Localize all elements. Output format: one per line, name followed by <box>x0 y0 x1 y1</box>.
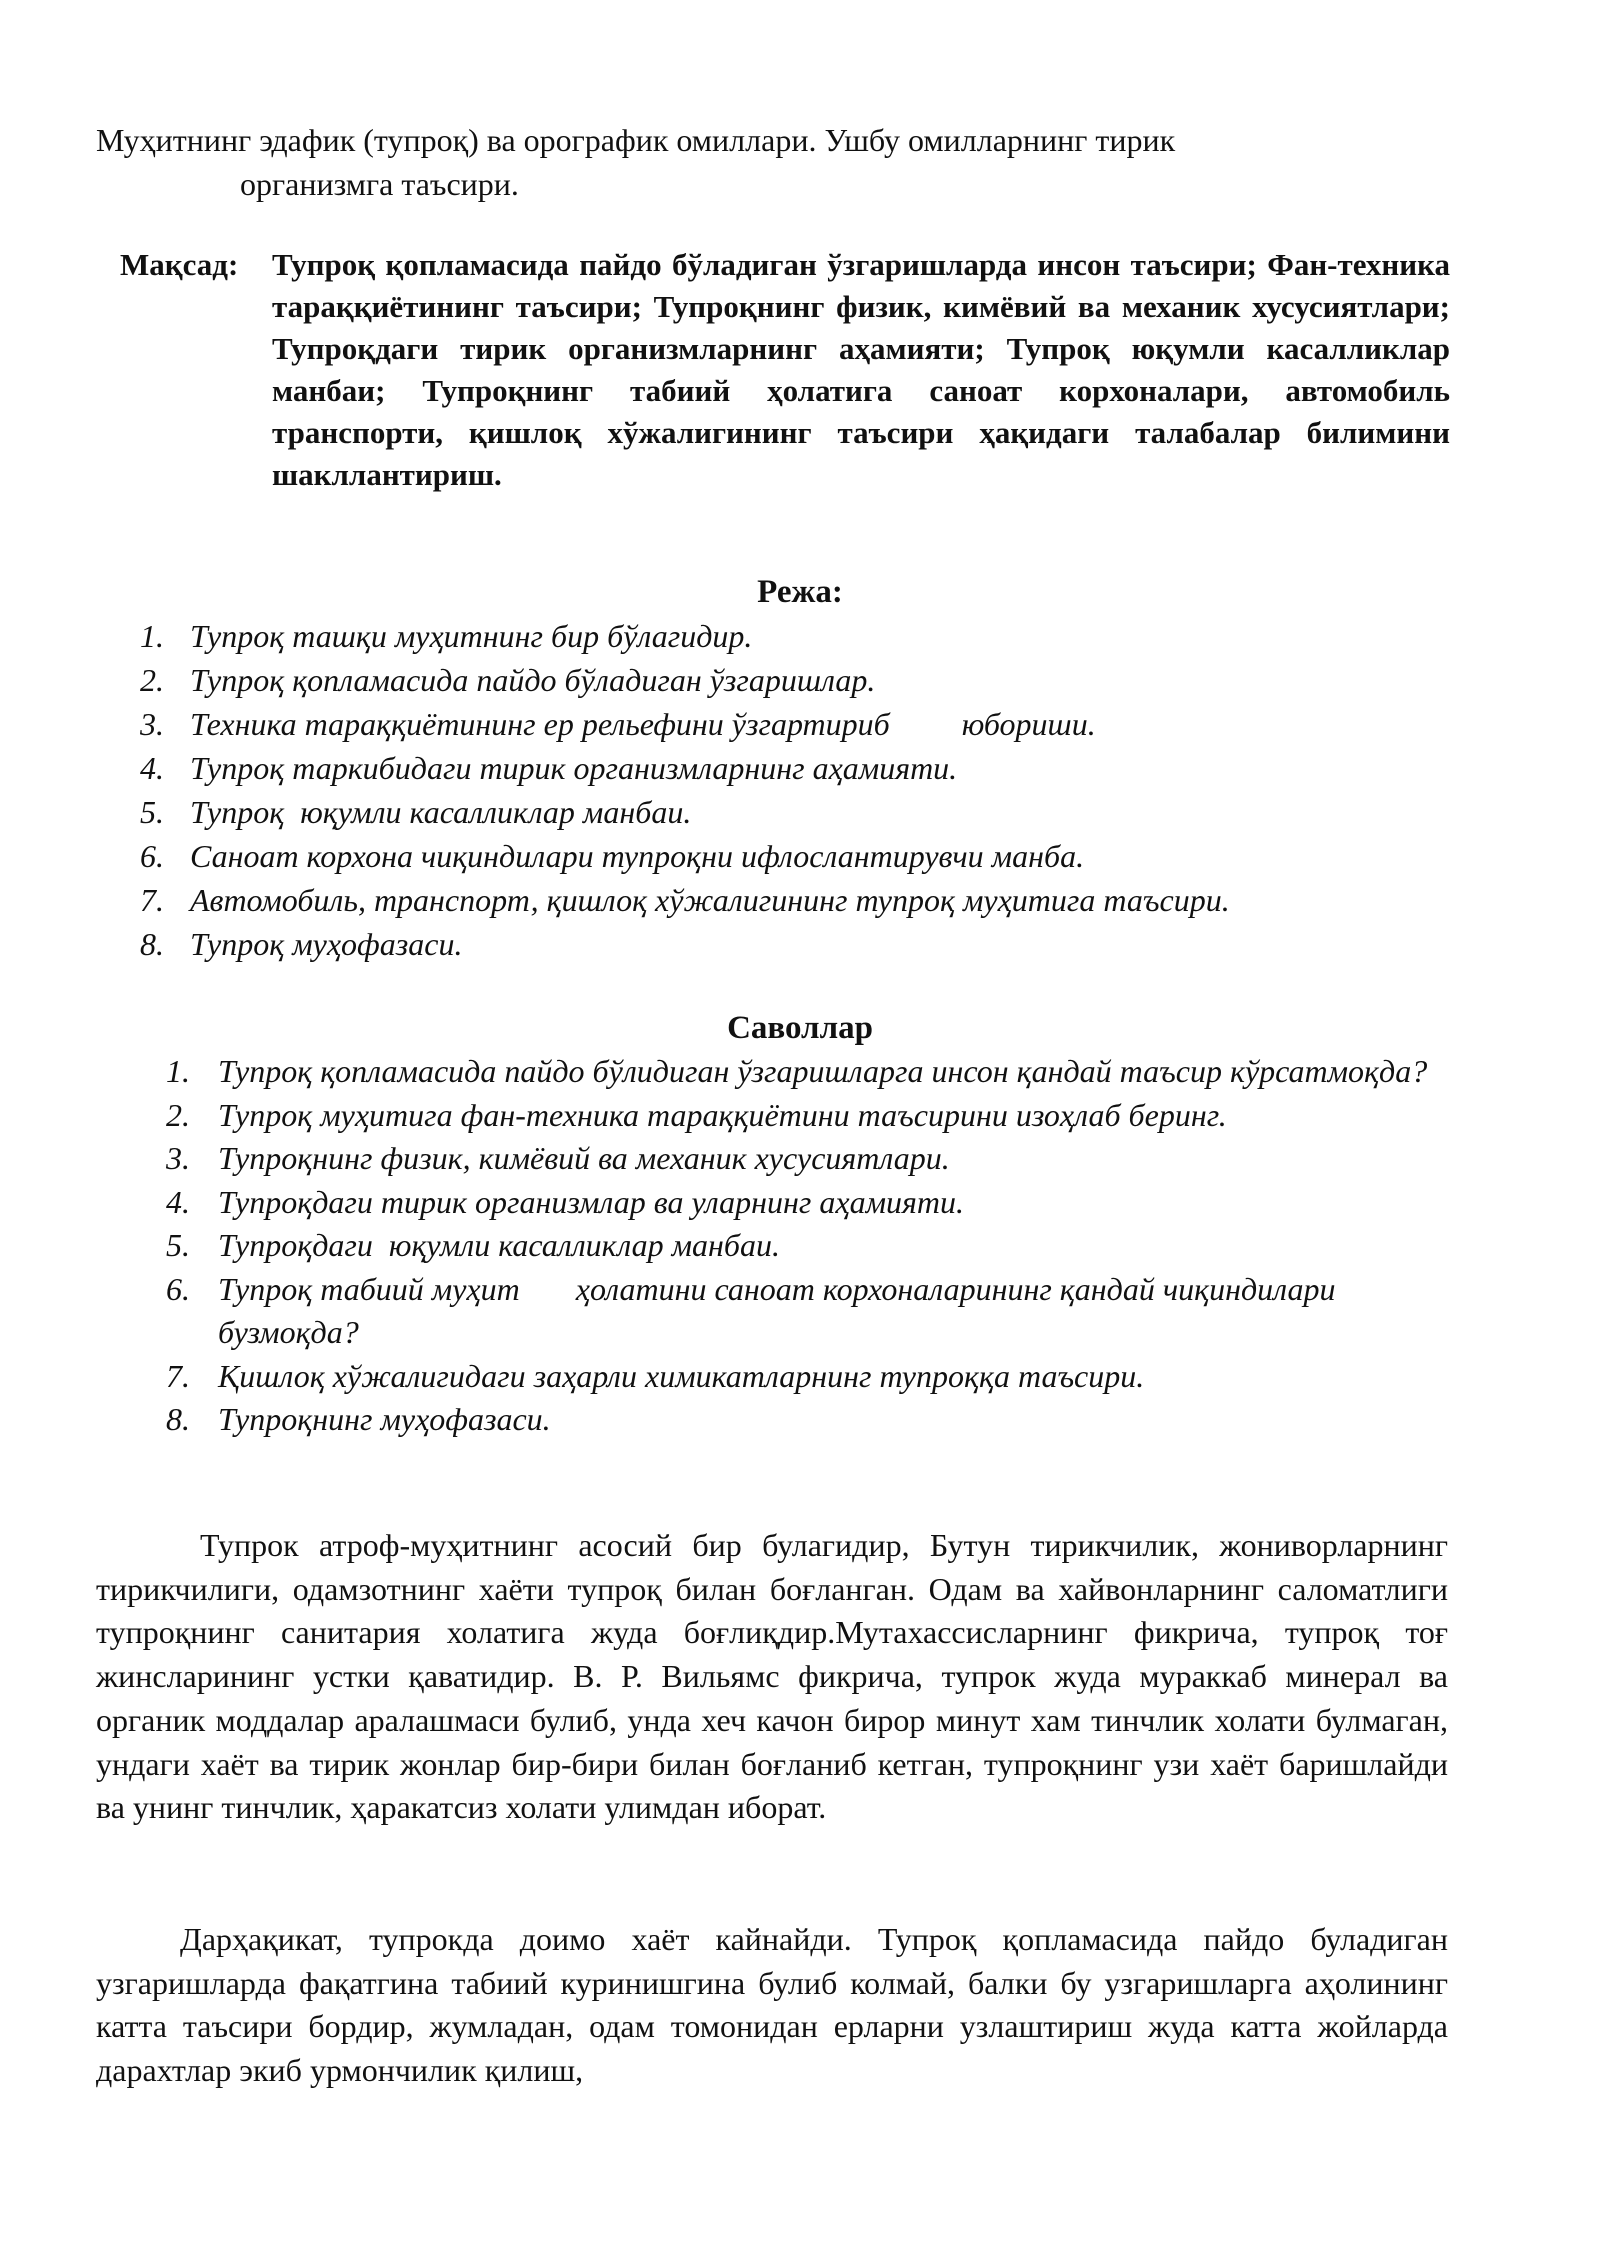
plan-item-text: Тупроқ муҳофазаси. <box>190 926 463 962</box>
question-text: Тупроқдаги юқумли касалликлар манбаи. <box>218 1227 780 1263</box>
plan-item-number: 5. <box>140 794 164 830</box>
question-number: 3. <box>166 1140 190 1176</box>
question-text: Тупроқнинг физик, кимёвий ва механик хусусиятлари. <box>218 1140 950 1176</box>
list-item <box>140 922 1460 966</box>
plan-item-text: Тупроқ таркибидаги тирик организмларнинг аҳамияти. <box>190 750 958 786</box>
question-number: 1. <box>166 1053 190 1089</box>
list-item <box>166 1094 1446 1138</box>
plan-item-text: Автомобиль, транспорт, қишлоқ хўжалигининг тупроқ муҳитига таъсири. <box>190 882 1230 918</box>
question-number: 2. <box>166 1096 190 1133</box>
list-item <box>166 1050 1446 1094</box>
plan-item-number: 1. <box>140 618 164 654</box>
list-item <box>166 1224 1446 1268</box>
topic-line-1: Муҳитнинг эдафик (тупроқ) ва орографик омиллари. Ушбу омилларнинг тирик <box>96 122 1176 158</box>
list-item <box>140 746 1460 790</box>
plan-heading: Режа: <box>757 574 843 610</box>
list-item <box>166 1268 1446 1355</box>
question-text: Тупроқнинг муҳофазаси. <box>218 1401 551 1437</box>
plan-list <box>140 614 1460 966</box>
goal-label: Мақсад: <box>120 247 239 282</box>
plan-item-number: 8. <box>140 926 164 962</box>
plan-item-text: Техника тараққиётининг ер рельефини ўзгартириб юбориши. <box>190 706 1096 742</box>
plan-item-text: Саноат корхона чиқиндилари тупроқни ифлослантирувчи манба. <box>190 838 1085 874</box>
questions-list <box>166 1050 1446 1442</box>
plan-item-number: 4. <box>140 750 164 786</box>
question-number: 6. <box>166 1270 190 1307</box>
question-number: 5. <box>166 1227 190 1263</box>
list-item <box>166 1355 1446 1399</box>
topic-line-2: организмга таъсири. <box>240 166 519 202</box>
body-paragraph: Дарҳақикат, тупрокда доимо хаёт кайнайди. Тупроқ қопламасида пайдо буладиган узгаришларда фақатгина табиий куринишгина булиб колмай, балки бу узгаришларга аҳолининг катта таъсири бордир, жумладан, одам томонидан ерларни узлаштириш жуда катта жойларда дарахтлар экиб урмончилик қилиш, <box>96 1921 1448 2089</box>
questions-heading: Саволлар <box>727 1010 873 1046</box>
question-text: Тупроқ табиий муҳит ҳолатини саноат корхоналарининг қандай чиқиндилари бузмоқда? <box>218 1270 1344 1350</box>
question-number: 4. <box>166 1183 190 1220</box>
list-item <box>140 702 1460 746</box>
plan-item-number: 2. <box>140 662 164 698</box>
list-item <box>140 878 1460 922</box>
plan-item-number: 3. <box>140 706 164 742</box>
list-item <box>140 658 1460 702</box>
question-number: 7. <box>166 1357 190 1394</box>
question-text: Тупроқ қопламасида пайдо бўлидиган ўзгаришларга инсон қандай таъсир кўрсатмоқда? <box>218 1053 1428 1089</box>
body-paragraph: Тупрок атроф-муҳитнинг асосий бир булагидир, Бутун тирикчилик, жониворларнинг тирикчилиги, одамзотнинг хаёти тупроқ билан боғланган. Одам ва хайвонларнинг саломатлиги тупроқнинг санитария холатига жуда боғлиқдир.Мутахассисларнинг фикрича, тупроқ тоғ жинсларининг устки қаватидир. В. Р. Вильямс фикрича, тупрок жуда мураккаб минерал ва органик моддалар аралашмаси булиб, унда хеч качон бирор минут хам тинчлик холати булмаган, ундаги хаёт ва тирик жонлар бир-бири билан боғланиб кетган, тупроқнинг узи хаёт баришлайди ва унинг тинчлик, ҳаракатсиз холати улимдан иборат. <box>96 1527 1448 1826</box>
list-item <box>166 1398 1446 1442</box>
list-item <box>166 1137 1446 1181</box>
goal-text: Тупроқ қопламасида пайдо бўладиган ўзгаришларда инсон таъсири; Фан-техника тараққиётининг таъсири; Тупроқнинг физик, кимёвий ва механик хусусиятлари; Тупроқдаги тирик организмларнинг аҳамияти; Тупроқ юқумли касалликлар манбаи; Тупроқнинг табиий ҳолатига саноат корхоналари, автомобиль транспорти, қишлоқ хўжалигининг таъсири ҳақидаги талабалар билимини шакллантириш. <box>272 247 1450 492</box>
plan-item-text: Тупроқ юқумли касалликлар манбаи. <box>190 794 692 830</box>
list-item <box>140 834 1460 878</box>
list-item <box>140 790 1460 834</box>
plan-item-number: 6. <box>140 838 164 874</box>
plan-item-number: 7. <box>140 882 164 918</box>
list-item <box>166 1181 1446 1225</box>
question-text: Қишлоқ хўжалигидаги заҳарли химикатларнинг тупроққа таъсири. <box>218 1357 1145 1394</box>
list-item <box>140 614 1460 658</box>
question-number: 8. <box>166 1401 190 1437</box>
question-text: Тупроқдаги тирик организмлар ва уларнинг аҳамияти. <box>218 1183 964 1220</box>
plan-item-text: Тупроқ қопламасида пайдо бўладиган ўзгаришлар. <box>190 662 876 698</box>
plan-item-text: Тупроқ ташқи муҳитнинг бир бўлагидир. <box>190 618 753 654</box>
question-text: Тупроқ муҳитига фан-техника тараққиётини таъсирини изоҳлаб беринг. <box>218 1096 1227 1133</box>
